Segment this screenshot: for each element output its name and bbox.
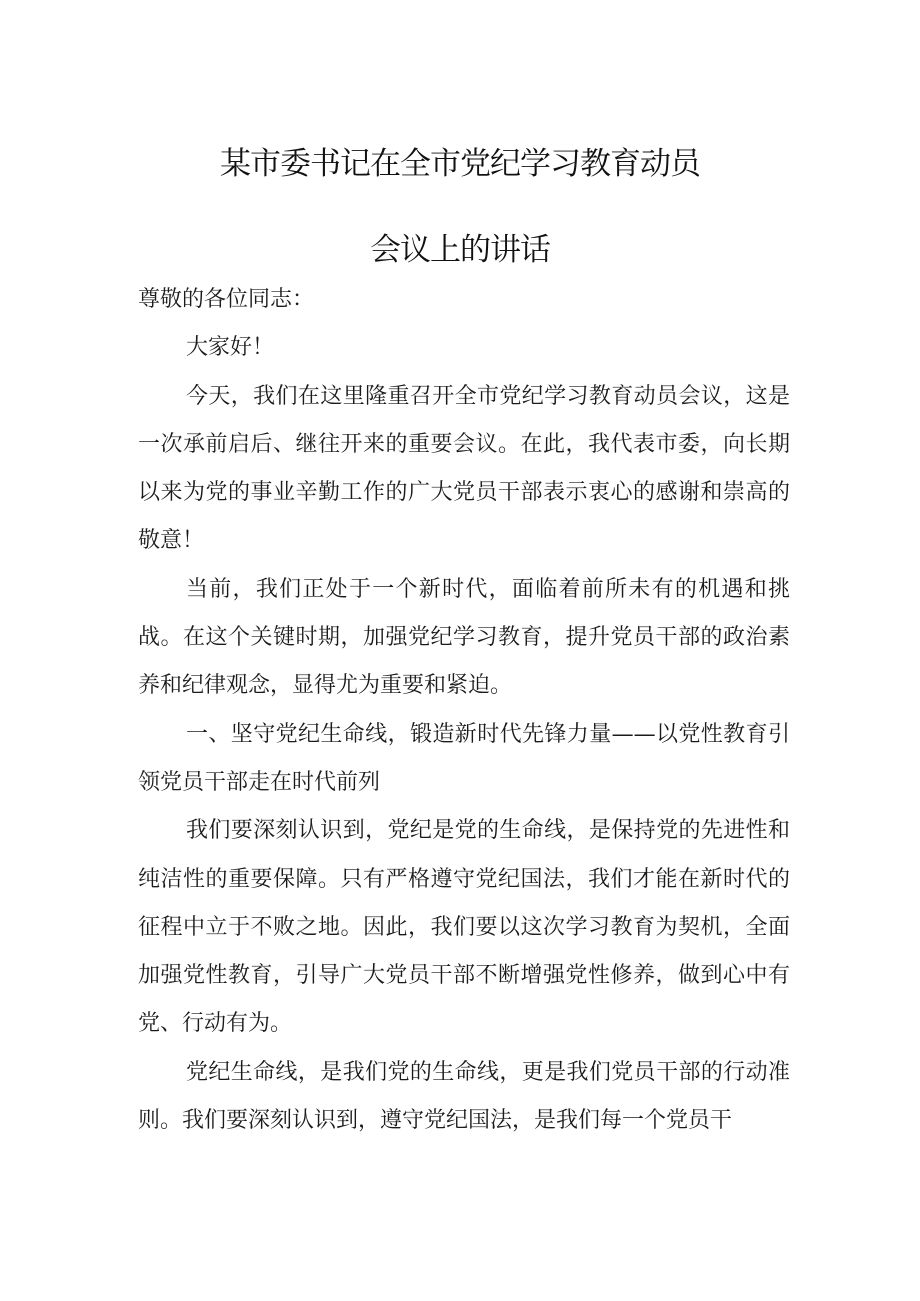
- paragraph-section-1-cont: 党纪生命线，是我们党的生命线，更是我们党员干部的行动准则。我们要深刻认识到，遵守党纪国法，是我们每一个党员干: [138, 1059, 790, 1134]
- document-title-line-1: 某市委书记在全市党纪学习教育动员: [220, 146, 700, 182]
- paragraph-opening: 今天，我们在这里隆重召开全市党纪学习教育动员会议，这是一次承前启后、继往开来的重要会议。在此，我代表市委，向长期以来为党的事业辛勤工作的广大党员干部表示衷心的感谢和崇高的敬意！: [138, 383, 790, 554]
- paragraph-greeting: 大家好！: [186, 335, 275, 361]
- document-title-line-2: 会议上的讲话: [370, 232, 550, 268]
- paragraph-section-1: 我们要深刻认识到，党纪是党的生命线，是保持党的先进性和纯洁性的重要保障。只有严格遵守党纪国法，我们才能在新时代的征程中立于不败之地。因此，我们要以这次学习教育为契机，全面加强党性教育，引导广大党员干部不断增强党性修养，做到心中有党、行动有为。: [138, 818, 790, 1037]
- section-heading-1: 一、坚守党纪生命线，锻造新时代先锋力量——以党性教育引领党员干部走在时代前列: [138, 721, 790, 795]
- salutation: 尊敬的各位同志：: [138, 287, 315, 312]
- document-body: [138, 276, 790, 1145]
- paragraph-context: 当前，我们正处于一个新时代，面临着前所未有的机遇和挑战。在这个关键时期，加强党纪学习教育，提升党员干部的政治素养和纪律观念，显得尤为重要和紧迫。: [138, 576, 790, 699]
